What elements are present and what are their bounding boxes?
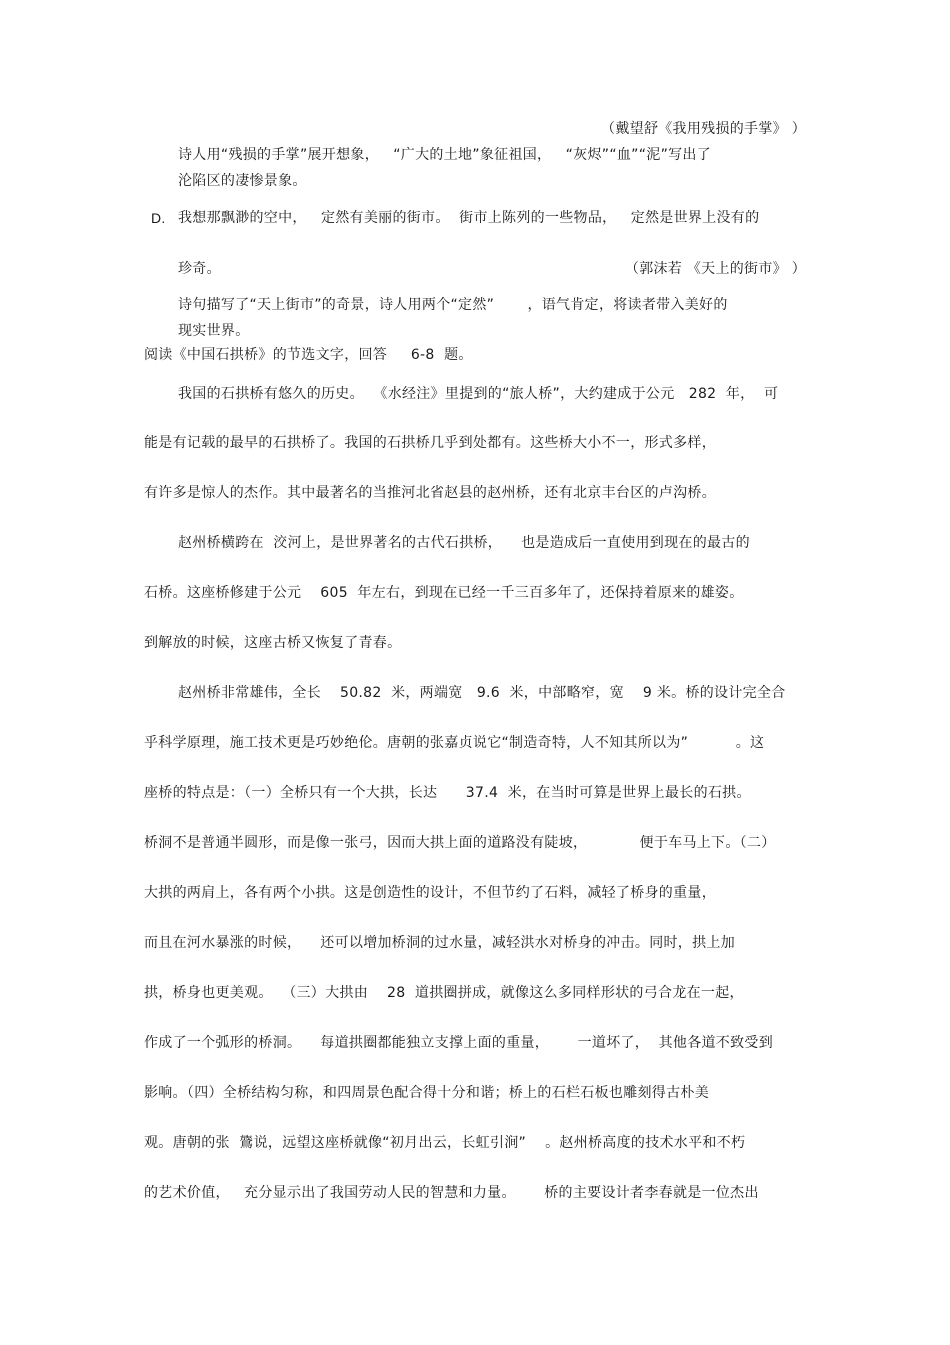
passage-line: 我国的石拱桥有悠久的历史。 《水经注》里提到的“旅人桥”，大约建成于公元 282 年， 可	[178, 386, 779, 402]
passage-line: 大拱的两肩上，各有两个小拱。这是创造性的设计，不但节约了石料，减轻了桥身的重量，	[144, 885, 716, 901]
option-d-line-1: 我想那飘渺的空中， 定然有美丽的街市。 街市上陈列的一些物品， 定然是世界上没有的	[178, 210, 760, 226]
explanation-c-line-1: 诗人用“残损的手掌”展开想象， “广大的土地”象征祖国， “灰烬”“血”“泥”写出了	[178, 147, 712, 163]
passage-line: 赵州桥非常雄伟，全长 50.82 米，两端宽 9.6 米，中部略窄，宽 9 米。桥的设计完全合	[178, 685, 786, 701]
reading-prompt: 阅读《中国石拱桥》的节选文字，回答 6-8 题。	[144, 347, 473, 363]
passage-line: 观。唐朝的张 鷟说，远望这座桥就像“初月出云，长虹引涧” 。赵州桥高度的技术水平和不朽	[144, 1135, 746, 1151]
passage-line: 能是有记载的最早的石拱桥了。我国的石拱桥几乎到处都有。这些桥大小不一，形式多样，	[144, 435, 716, 451]
explanation-c-line-2: 沦陷区的凄惨景象。	[178, 173, 307, 189]
citation-c: （戴望舒《我用残损的手掌》 ）	[601, 121, 806, 137]
passage-line: 桥洞不是普通半圆形，而是像一张弓，因而大拱上面的道路没有陡坡， 便于车马上下。（二）	[144, 835, 776, 851]
passage-line: 赵州桥横跨在 洨河上，是世界著名的古代石拱桥， 也是造成后一直使用到现在的最古的	[178, 535, 750, 551]
option-d-line-2: 珍奇。	[178, 261, 221, 277]
passage-line: 影响。（四）全桥结构匀称，和四周景色配合得十分和谐；桥上的石栏石板也雕刻得古朴美	[144, 1085, 709, 1101]
passage-line: 的艺术价值， 充分显示出了我国劳动人民的智慧和力量。 桥的主要设计者李春就是一位杰出	[144, 1185, 759, 1201]
explanation-d-line-1: 诗句描写了“天上街市”的奇景，诗人用两个“定然” ，语气肯定，将读者带入美好的	[178, 297, 728, 313]
passage-line: 作成了一个弧形的桥洞。 每道拱圈都能独立支撑上面的重量， 一道坏了， 其他各道不致受到	[144, 1035, 773, 1051]
passage-line: 乎科学原理，施工技术更是巧妙绝伦。唐朝的张嘉贞说它“制造奇特，人不知其所以为” 。这	[144, 735, 765, 751]
passage-line: 而且在河水暴涨的时候， 还可以增加桥洞的过水量，减轻洪水对桥身的冲击。同时，拱上加	[144, 935, 735, 951]
citation-d: （郭沫若 《天上的街市》 ）	[624, 261, 806, 277]
passage-line: 拱，桥身也更美观。 （三）大拱由 28 道拱圈拼成，就像这么多同样形状的弓合龙在一起，	[144, 985, 744, 1001]
option-d-label: D.	[151, 210, 166, 226]
explanation-d-line-2: 现实世界。	[178, 323, 250, 339]
passage-line: 座桥的特点是：（一）全桥只有一个大拱，长达 37.4 米，在当时可算是世界上最长的石拱。	[144, 785, 751, 801]
passage-line: 到解放的时候，这座古桥又恢复了青春。	[144, 635, 402, 651]
passage-line: 有许多是惊人的杰作。其中最著名的当推河北省赵县的赵州桥，还有北京丰台区的卢沟桥。	[144, 485, 716, 501]
passage-line: 石桥。这座桥修建于公元 605 年左右，到现在已经一千三百多年了，还保持着原来的雄姿。	[144, 585, 744, 601]
